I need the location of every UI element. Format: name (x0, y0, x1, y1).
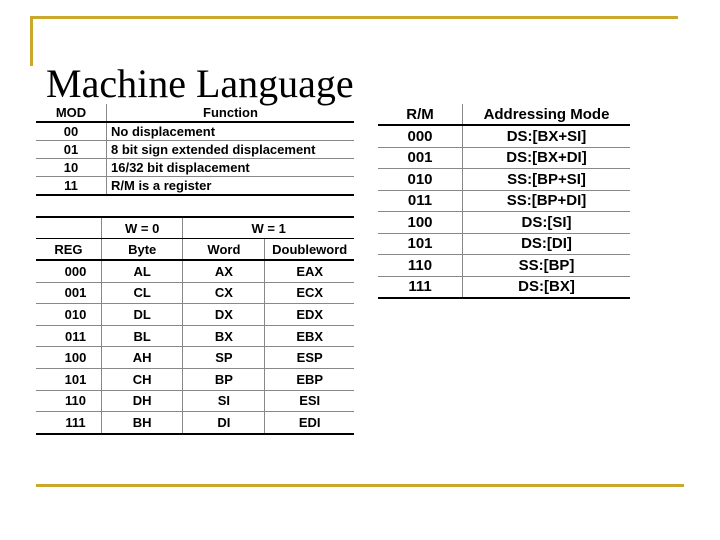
addressing-mode-cell: SS:[BP] (463, 255, 631, 277)
rm-cell: 101 (378, 233, 463, 255)
rm-cell: 001 (378, 147, 463, 169)
mod-table (36, 104, 354, 196)
slide-title: Machine Language (46, 61, 354, 106)
rm-table (378, 104, 630, 299)
reg-cell: 100 (36, 347, 101, 369)
reg-cell: 011 (36, 325, 101, 347)
reg-cell: 001 (36, 282, 101, 304)
word-cell: SP (183, 347, 265, 369)
rm-cell: 111 (378, 276, 463, 298)
reg-table (36, 216, 354, 435)
table-row (36, 412, 354, 434)
rm-cell: 000 (378, 125, 463, 147)
reg-cell: 101 (36, 368, 101, 390)
addressing-mode-cell: DS:[BX] (463, 276, 631, 298)
byte-cell: AL (101, 260, 183, 282)
table-row (378, 147, 630, 169)
byte-cell: DH (101, 390, 183, 412)
table-row (378, 255, 630, 277)
table-row (36, 347, 354, 369)
table-row (378, 125, 630, 147)
mod-cell: 00 (36, 122, 107, 141)
byte-cell: BL (101, 325, 183, 347)
word-header: Word (183, 239, 265, 261)
doubleword-cell: EBX (265, 325, 354, 347)
empty-cell (36, 217, 101, 239)
function-header: Function (107, 104, 355, 122)
doubleword-cell: EAX (265, 260, 354, 282)
byte-cell: CL (101, 282, 183, 304)
reg-cell: 111 (36, 412, 101, 434)
table-row (36, 141, 354, 159)
reg-cell: 000 (36, 260, 101, 282)
word-cell: DI (183, 412, 265, 434)
table-row (378, 233, 630, 255)
doubleword-header: Doubleword (265, 239, 354, 261)
doubleword-cell: ESP (265, 347, 354, 369)
reg-cell: 110 (36, 390, 101, 412)
byte-header: Byte (101, 239, 183, 261)
word-cell: BP (183, 368, 265, 390)
word-cell: DX (183, 304, 265, 326)
addressing-mode-cell: SS:[BP+SI] (463, 169, 631, 191)
word-cell: CX (183, 282, 265, 304)
addressing-mode-cell: SS:[BP+DI] (463, 190, 631, 212)
word-cell: AX (183, 260, 265, 282)
addressing-mode-cell: DS:[DI] (463, 233, 631, 255)
table-row (36, 122, 354, 141)
byte-cell: CH (101, 368, 183, 390)
word-cell: SI (183, 390, 265, 412)
rm-cell: 110 (378, 255, 463, 277)
function-cell: 16/32 bit displacement (107, 159, 355, 177)
reg-cell: 010 (36, 304, 101, 326)
table-row (36, 325, 354, 347)
table-row (36, 177, 354, 196)
rm-cell: 100 (378, 212, 463, 234)
addressing-mode-cell: DS:[SI] (463, 212, 631, 234)
doubleword-cell: EDI (265, 412, 354, 434)
function-cell: R/M is a register (107, 177, 355, 196)
rm-cell: 011 (378, 190, 463, 212)
slide-frame-bottom-line (36, 484, 684, 487)
table-row (378, 169, 630, 191)
table-row (36, 282, 354, 304)
table-row (378, 276, 630, 298)
mod-cell: 01 (36, 141, 107, 159)
table-row (36, 304, 354, 326)
function-cell: 8 bit sign extended displacement (107, 141, 355, 159)
table-row (36, 260, 354, 282)
addressing-mode-cell: DS:[BX+DI] (463, 147, 631, 169)
mod-cell: 11 (36, 177, 107, 196)
rm-cell: 010 (378, 169, 463, 191)
function-cell: No displacement (107, 122, 355, 141)
table-row (36, 368, 354, 390)
table-row (36, 390, 354, 412)
doubleword-cell: ECX (265, 282, 354, 304)
table-row (378, 190, 630, 212)
w0-group-header: W = 0 (101, 217, 183, 239)
group-header-row (36, 217, 354, 239)
word-cell: BX (183, 325, 265, 347)
byte-cell: DL (101, 304, 183, 326)
table-header-row (36, 239, 354, 261)
mod-header: MOD (36, 104, 107, 122)
w1-group-header: W = 1 (183, 217, 354, 239)
slide-frame-top-line (30, 16, 678, 19)
byte-cell: AH (101, 347, 183, 369)
slide-frame-left-line (30, 16, 33, 66)
table-header-row (36, 104, 354, 122)
table-row (378, 212, 630, 234)
rm-header: R/M (378, 104, 463, 125)
doubleword-cell: ESI (265, 390, 354, 412)
byte-cell: BH (101, 412, 183, 434)
reg-header: REG (36, 239, 101, 261)
mod-cell: 10 (36, 159, 107, 177)
addressing-mode-cell: DS:[BX+SI] (463, 125, 631, 147)
addressing-mode-header: Addressing Mode (463, 104, 631, 125)
table-row (36, 159, 354, 177)
doubleword-cell: EBP (265, 368, 354, 390)
table-header-row (378, 104, 630, 125)
doubleword-cell: EDX (265, 304, 354, 326)
